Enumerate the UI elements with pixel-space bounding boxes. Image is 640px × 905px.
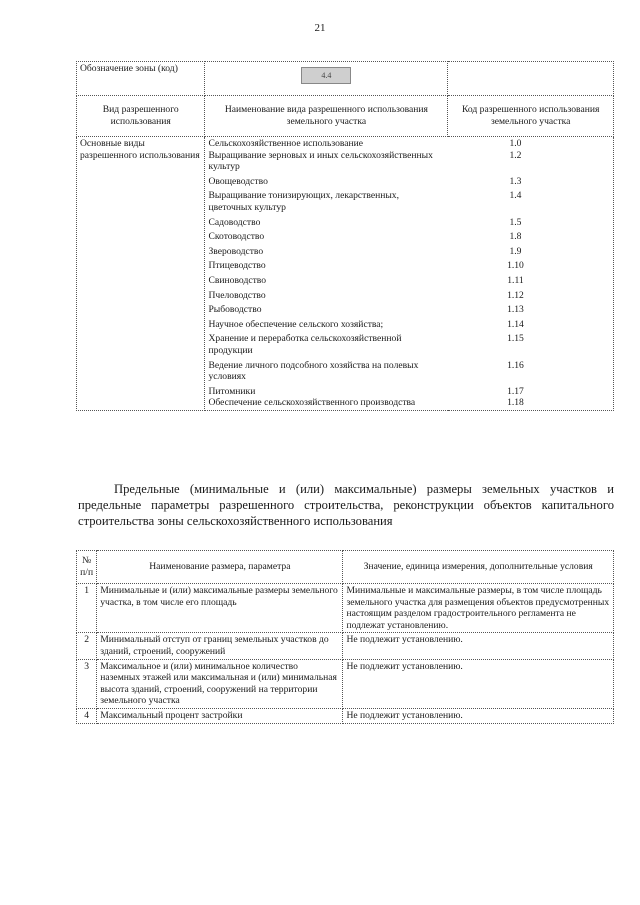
col-type-header: Вид разрешенного использования [77,96,205,137]
list-item: Свиноводство 1.11 [208,274,524,286]
zone-label: Обозначение зоны (код) [77,62,205,96]
col-name-header: Наименование вида разрешенного использования земельного участка [205,96,448,137]
table-row [77,659,614,708]
list-item: Обеспечение сельскохозяйственного производства 1.18 [208,397,524,409]
list-item: Ведение личного подсобного хозяйства на полевых условиях 1.16 [208,359,524,383]
list-item: Птицеводство 1.10 [208,260,524,272]
col-num-header: № п/п [77,551,97,584]
main-uses-row [77,137,614,411]
row-param: Максимальное и (или) минимальное количество наземных этажей или максимальная и (или) минимальная высота зданий, строений, сооружений на территории земельного участка [97,659,343,708]
row-num: 3 [77,659,97,708]
list-item: Рыбоводство 1.13 [208,304,524,316]
list-item: Скотоводство 1.8 [208,231,522,243]
uses-list [208,138,613,409]
zone-code: 4.4 [301,67,351,84]
table1-header-row [77,96,614,137]
row-value: Минимальные и максимальные размеры, в том числе площадь земельного участка для размещения объектов предусмотренных настоящим разделом градостроительного регламента не подлежат установлению. [343,584,614,633]
row-value: Не подлежит установлению. [343,708,614,723]
zone-empty-cell [448,62,614,96]
list-item: Питомники 1.17 [208,385,524,397]
row-num: 1 [77,584,97,633]
permitted-use-table [76,61,614,411]
section-heading: Предельные (минимальные и (или) максимальные) размеры земельных участков и предельные параметры разрешенного строительства, реконструкции объектов капитального строительства зоны сельскохозяйственного использования [78,482,614,528]
limits-table [76,550,614,724]
col-param-header: Наименование размера, параметра [97,551,343,584]
list-item: Звероводство 1.9 [208,245,522,257]
row-num: 2 [77,633,97,659]
list-item: Хранение и переработка сельскохозяйственной продукции 1.15 [208,333,524,356]
table-row [77,584,614,633]
list-item: Сельскохозяйственное использование 1.0 [208,138,522,149]
row-param: Максимальный процент застройки [97,708,343,723]
row-param: Минимальный отступ от границ земельных участков до зданий, строений, сооружений [97,633,343,659]
row-num: 4 [77,708,97,723]
zone-code-cell [205,62,448,96]
row-param: Минимальные и (или) максимальные размеры земельного участка, в том числе его площадь [97,584,343,633]
col-value-header: Значение, единица измерения, дополнительные условия [343,551,614,584]
table-row [77,708,614,723]
list-item: Пчеловодство 1.12 [208,289,524,301]
table-row [77,633,614,659]
list-item: Садоводство 1.5 [208,216,522,228]
row-value: Не подлежит установлению. [343,633,614,659]
row-value: Не подлежит установлению. [343,659,614,708]
list-item: Выращивание тонизирующих, лекарственных, цветочных культур 1.4 [208,190,522,213]
col-code-header: Код разрешенного использования земельного участка [448,96,614,137]
uses-cell [205,137,614,411]
list-item: Научное обеспечение сельского хозяйства; 1.14 [208,318,524,330]
page-number: 21 [314,22,326,34]
list-item: Овощеводство 1.3 [208,175,522,187]
list-item: Выращивание зерновых и иных сельскохозяйственных культур 1.2 [208,149,522,173]
zone-row [77,62,614,96]
table2-header-row [77,551,614,584]
use-type-cell: Основные виды разрешенного использования [77,137,205,411]
